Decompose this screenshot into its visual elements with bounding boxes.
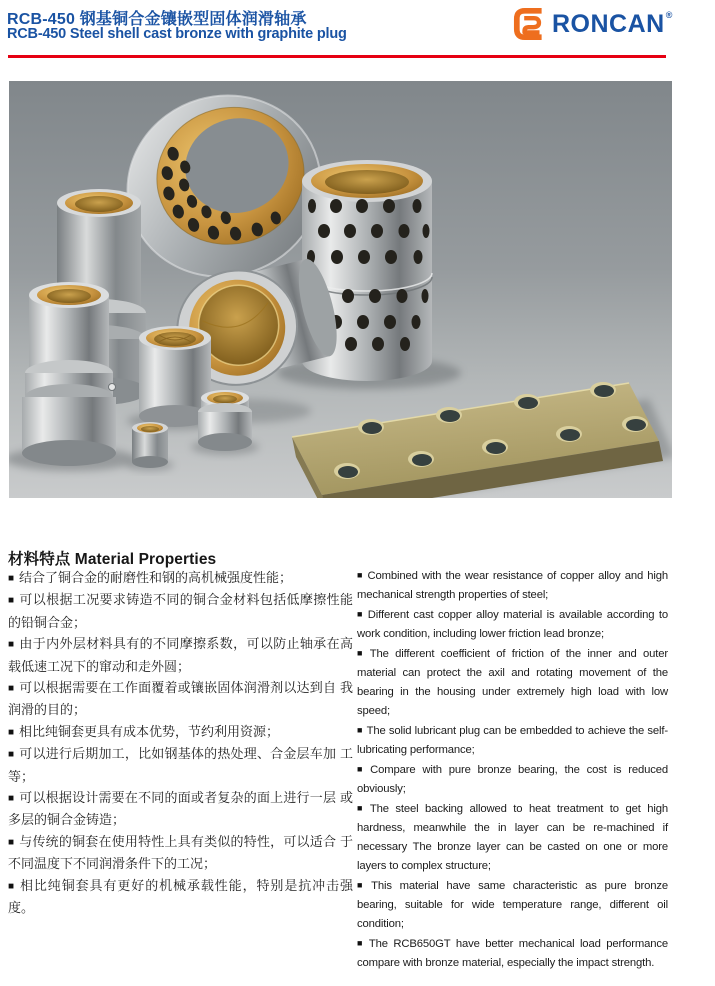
registered-mark: ® <box>665 10 673 20</box>
bullet-square-icon: ■ <box>357 764 367 774</box>
bullet-text: The different coefficient of friction of the inner and outer material can protect the axil and rotating movement of the bearing in the housing under extremely high load with low speed; <box>357 648 668 717</box>
bullet-item-zh <box>8 589 353 633</box>
threaded-nut-front <box>132 422 168 468</box>
bullet-text: The steel backing allowed to heat treatment to get high hardness, meanwhile the in layer can be re-machined if necessary The bronze layer can be casted on one or more layers to complex structure; <box>357 803 668 872</box>
bullet-text: 结合了铜合金的耐磨性和钢的高机械强度性能； <box>19 570 293 585</box>
bullet-item-zh <box>8 721 353 743</box>
page-title-zh: RCB-450 钢基铜合金镶嵌型固体润滑轴承 <box>7 11 307 28</box>
bullet-text: 相比纯铜套具有更好的机械承载性能，特别是抗冲击强度。 <box>8 877 353 916</box>
bullet-text: 可以进行后期加工，比如钢基体的热处理、合金层车加 工等； <box>8 746 353 784</box>
bullet-item-zh <box>8 633 353 677</box>
bullet-square-icon: ■ <box>8 639 15 651</box>
bullet-item-zh <box>8 831 353 875</box>
bullet-square-icon: ■ <box>357 938 365 948</box>
page-title-en: RCB-450 Steel shell cast bronze with graphite plug <box>7 26 347 42</box>
bullet-square-icon: ■ <box>8 793 15 805</box>
stepped-bushing-left <box>22 282 116 466</box>
roncan-logo <box>511 5 672 43</box>
bullet-text: 与传统的铜套在使用特性上具有类似的特性，可以适合 于不同温度下不同润滑条件下的工况； <box>8 833 353 872</box>
bullet-text: 可以根据设计需要在不同的面或者复杂的面上进行一层 或多层的铜合金铸造； <box>8 790 353 828</box>
bullet-square-icon: ■ <box>8 683 15 695</box>
bullet-square-icon: ■ <box>357 648 366 658</box>
bullet-square-icon: ■ <box>357 609 364 619</box>
roncan-r-icon <box>511 5 549 43</box>
bullet-item-zh <box>8 567 353 589</box>
material-properties-en <box>357 566 668 973</box>
bullet-square-icon: ■ <box>8 595 15 607</box>
bullet-text: Different cast copper alloy material is available according to work condition, including lower friction lead bronze; <box>357 609 668 640</box>
bullet-text: 由于内外层材料具有的不同摩擦系数，可以防止轴承在高载低速工况下的窜动和走外圆； <box>8 636 353 674</box>
small-bushing-front <box>198 390 252 451</box>
bullet-text: Combined with the wear resistance of copper alloy and high mechanical strength properties of steel; <box>357 570 668 601</box>
bullet-item-en <box>357 799 668 876</box>
red-divider-line <box>8 55 666 58</box>
bullet-item-en <box>357 605 668 644</box>
bullet-item-en <box>357 760 668 799</box>
bullet-item-en <box>357 934 668 973</box>
bullet-square-icon: ■ <box>357 880 368 890</box>
bullet-text: The solid lubricant plug can be embedded to achieve the self-lubricating performance; <box>357 725 668 756</box>
bullet-square-icon: ■ <box>8 573 15 584</box>
bullet-item-zh <box>8 677 353 721</box>
bullet-square-icon: ■ <box>357 803 366 813</box>
section-heading: 材料特点 Material Properties <box>8 550 217 568</box>
bullet-item-en <box>357 566 668 605</box>
bullet-item-zh <box>8 743 353 787</box>
bullet-square-icon: ■ <box>357 725 363 735</box>
bullet-item-en <box>357 644 668 721</box>
bullet-square-icon: ■ <box>357 570 364 580</box>
bushings-photo-illustration <box>9 81 672 498</box>
bullet-item-zh <box>8 875 353 919</box>
bullet-item-en <box>357 876 668 934</box>
bullet-square-icon: ■ <box>8 880 15 892</box>
bullet-item-en <box>357 721 668 760</box>
bullet-square-icon: ■ <box>8 836 15 848</box>
bullet-text: This material have same characteristic as pure bronze bearing, suitable for wide temperature range, different oil condition; <box>357 880 668 930</box>
bullet-square-icon: ■ <box>8 726 15 738</box>
bullet-square-icon: ■ <box>8 749 15 761</box>
bullet-text: 可以根据需要在工作面覆着或镶嵌固体润滑剂以达到自 我润滑的目的； <box>8 680 353 718</box>
material-properties-zh <box>8 567 353 919</box>
bullet-text: 相比纯铜套更具有成本优势，节约利用资源； <box>19 723 280 739</box>
logo-wordmark: RONCAN <box>552 10 665 38</box>
bullet-text: 可以根据工况要求铸造不同的铜合金材料包括低摩擦性能的铅铜合金； <box>8 592 353 630</box>
bullet-item-zh <box>8 787 353 831</box>
product-photo <box>9 81 672 498</box>
bullet-text: Compare with pure bronze bearing, the cost is reduced obviously; <box>357 764 668 795</box>
bullet-text: The RCB650GT have better mechanical load performance compare with bronze material, especially the impact strength. <box>357 938 668 969</box>
